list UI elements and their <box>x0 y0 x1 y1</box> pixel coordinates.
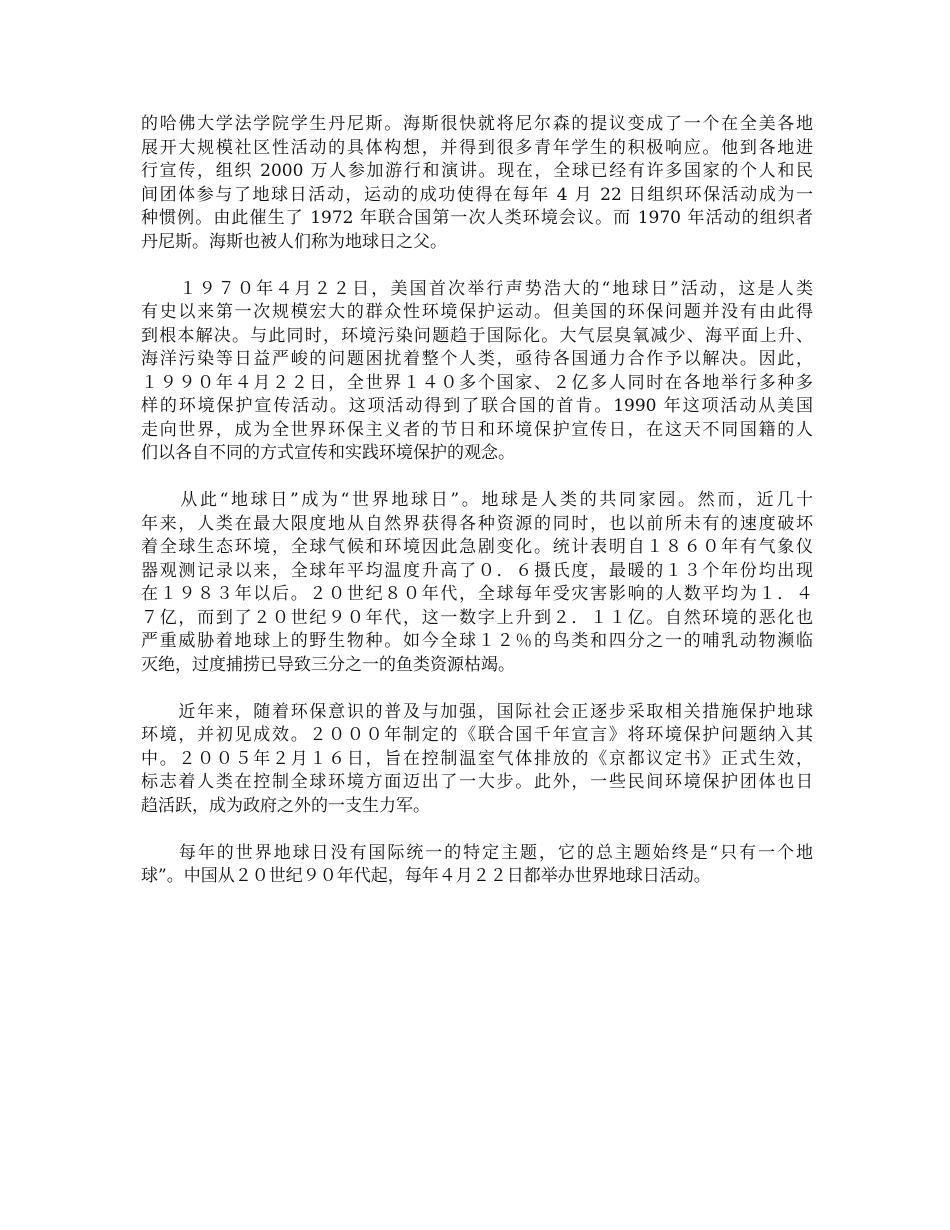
text-line: 标志着人类在控制全球环境方面迈出了一大步。此外，一些民间环境保护团体也日 <box>141 772 813 792</box>
paragraph-1 <box>141 113 813 254</box>
text-line: １９７０年４月２２日，美国首次举行声势浩大的“地球日”活动，这是人类 <box>141 278 813 299</box>
text-line: 种惯例。由此催生了 1972 年联合国第一次人类环境会议。而 1970 年活动的组织者 <box>141 208 813 228</box>
text-line: 每年的世界地球日没有国际统一的特定主题，它的总主题始终是“只有一个地 <box>141 842 813 863</box>
text-line: 着全球生态环境，全球气候和环境因此急剧变化。统计表明自１８６０年有气象仪 <box>141 537 813 557</box>
text-line: 趋活跃，成为政府之外的一支生力军。 <box>141 795 430 816</box>
text-line: 海洋污染等日益严峻的问题困扰着整个人类，亟待各国通力合作予以解决。因此， <box>141 349 813 369</box>
text-line: 从此“地球日”成为“世界地球日”。地球是人类的共同家园。然而，近几十 <box>141 490 813 510</box>
text-line: 丹尼斯。海斯也被人们称为地球日之父。 <box>141 231 447 252</box>
text-line: 们以各自不同的方式宣传和实践环境保护的观念。 <box>141 443 515 463</box>
text-line: ７亿，而到了２０世纪９０年代，这一数字上升到２．１１亿。自然环境的恶化也 <box>141 607 813 628</box>
text-line: 球”。中国从２０世纪９０年代起，每年４月２２日都举办世界地球日活动。 <box>141 866 711 886</box>
paragraph-3 <box>141 489 813 677</box>
text-line: 近年来，随着环保意识的普及与加强，国际社会正逐步采取相关措施保护地球 <box>141 701 813 722</box>
text-line: 环境，并初见成效。２０００年制定的《联合国千年宣言》将环境保护问题纳入其 <box>141 725 813 745</box>
text-line: 中。２００５年２月１６日，旨在控制温室气体排放的《京都议定书》正式生效， <box>141 748 813 769</box>
text-line: 的哈佛大学法学院学生丹尼斯。海斯很快就将尼尔森的提议变成了一个在全美各地 <box>141 114 813 134</box>
text-line: 严重威胁着地球上的野生物种。如今全球１２％的鸟类和四分之一的哺乳动物濒临 <box>141 631 813 651</box>
text-line: 样的环境保护宣传活动。这项活动得到了联合国的首肯。1990 年这项活动从美国 <box>141 396 813 416</box>
paragraph-5 <box>141 842 813 889</box>
text-line: １９９０年４月２２日，全世界１４０多个国家、２亿多人同时在各地举行多种多 <box>141 372 813 393</box>
text-line: 展开大规模社区性活动的具体构想，并得到很多青年学生的积极响应。他到各地进 <box>141 137 813 158</box>
text-line: 走向世界，成为全世界环保主义者的节日和环境保护宣传日，在这天不同国籍的人 <box>141 419 813 440</box>
paragraph-4 <box>141 701 813 819</box>
text-line: 年来，人类在最大限度地从自然界获得各种资源的同时，也以前所未有的速度破坏 <box>141 513 813 534</box>
paragraph-2 <box>141 278 813 466</box>
text-line: 器观测记录以来，全球年平均温度升高了０．６摄氏度，最暖的１３个年份均出现 <box>141 560 813 581</box>
text-line: 有史以来第一次规模宏大的群众性环境保护运动。但美国的环保问题并没有由此得 <box>141 302 813 322</box>
text-line: 行宣传，组织 2000 万人参加游行和演讲。现在，全球已经有许多国家的个人和民 <box>141 161 813 181</box>
text-line: 间团体参与了地球日活动，运动的成功使得在每年 4 月 22 日组织环保活动成为一 <box>141 184 813 205</box>
document-page <box>141 113 813 912</box>
text-line: 到根本解决。与此同时，环境污染问题趋于国际化。大气层臭氧减少、海平面上升、 <box>141 325 813 346</box>
text-line: 在１９８３年以后。２０世纪８０年代，全球每年受灾害影响的人数平均为１．４ <box>141 584 813 604</box>
text-line: 灭绝，过度捕捞已导致三分之一的鱼类资源枯竭。 <box>141 654 515 675</box>
